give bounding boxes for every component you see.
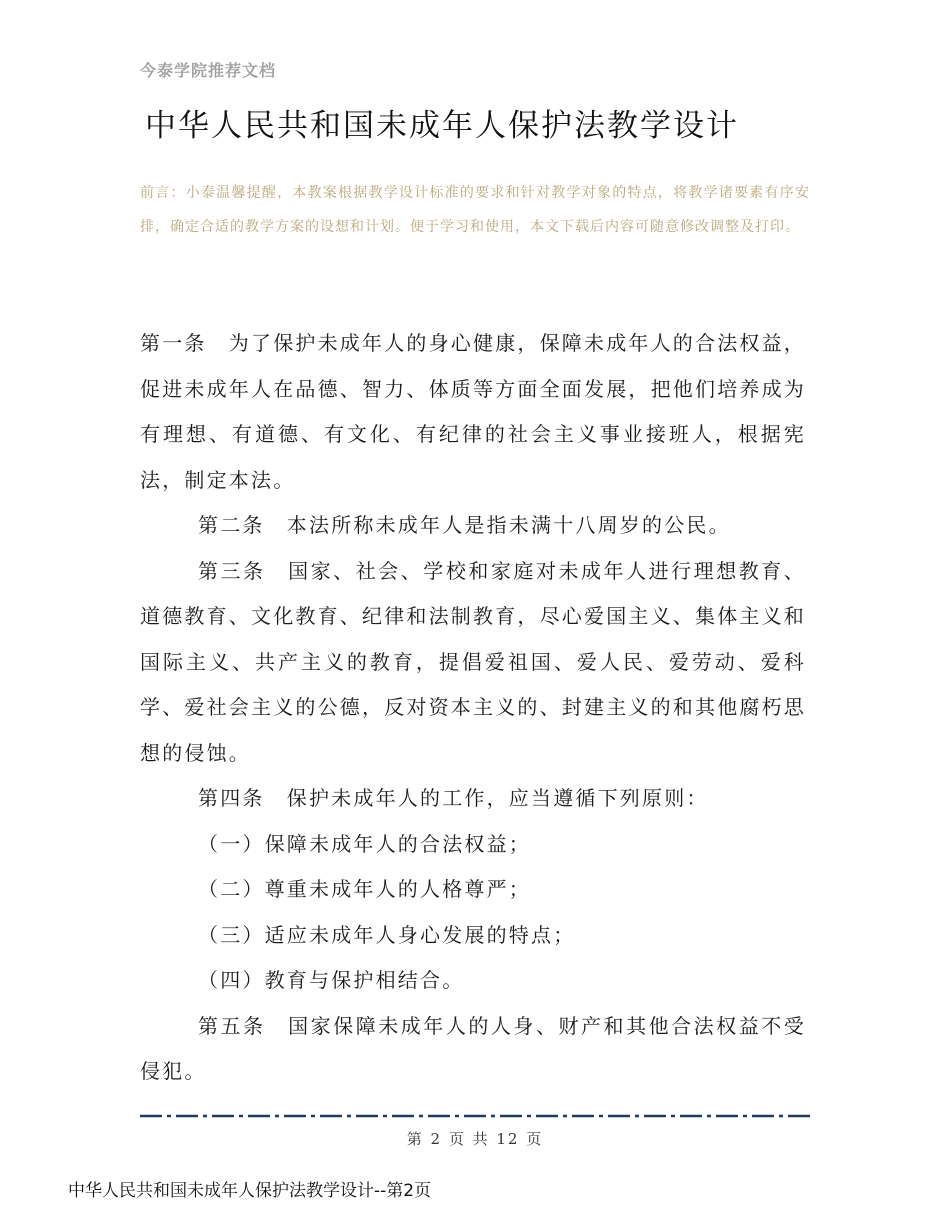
header-brand: 今泰学院推荐文档	[140, 61, 277, 80]
page-caption: 中华人民共和国未成年人保护法教学设计--第2页	[68, 1181, 432, 1201]
article-4: 第四条 保护未成年人的工作，应当遵循下列原则：	[198, 786, 709, 810]
document-body	[140, 321, 806, 1095]
article-4-item-2: （二）尊重未成年人的人格尊严；	[198, 877, 531, 901]
article-5: 第五条 国家保障未成年人的人身、财产和其他合法权益不受侵犯。	[140, 1013, 806, 1083]
preface-note: 前言：小泰温馨提醒，本教案根据教学设计标准的要求和针对教学对象的特点，将教学诸要素有序安排，确定合适的教学方案的设想和计划。便于学习和使用，本文下载后内容可随意修改调整及打印。	[140, 185, 810, 235]
page-number: 第 2 页 共 12 页	[406, 1130, 544, 1148]
document-title: 中华人民共和国未成年人保护法教学设计	[145, 108, 739, 144]
footer-divider	[140, 1114, 812, 1118]
article-1: 第一条 为了保护未成年人的身心健康，保障未成年人的合法权益，促进未成年人在品德、智力、体质等方面全面发展，把他们培养成为有理想、有道德、有文化、有纪律的社会主义事业接班人，根据宪法，制定本法。	[140, 331, 806, 492]
article-3: 第三条 国家、社会、学校和家庭对未成年人进行理想教育、道德教育、文化教育、纪律和法制教育，尽心爱国主义、集体主义和国际主义、共产主义的教育，提倡爱祖国、爱人民、爱劳动、爱科学、爱社会主义的公德，反对资本主义的、封建主义的和其他腐朽思想的侵蚀。	[140, 558, 806, 765]
article-4-item-3: （三）适应未成年人身心发展的特点；	[198, 922, 576, 947]
article-2: 第二条 本法所称未成年人是指未满十八周岁的公民。	[198, 513, 731, 537]
article-4-item-1: （一）保障未成年人的合法权益；	[198, 831, 531, 856]
article-4-item-4: （四）教育与保护相结合。	[198, 968, 465, 992]
